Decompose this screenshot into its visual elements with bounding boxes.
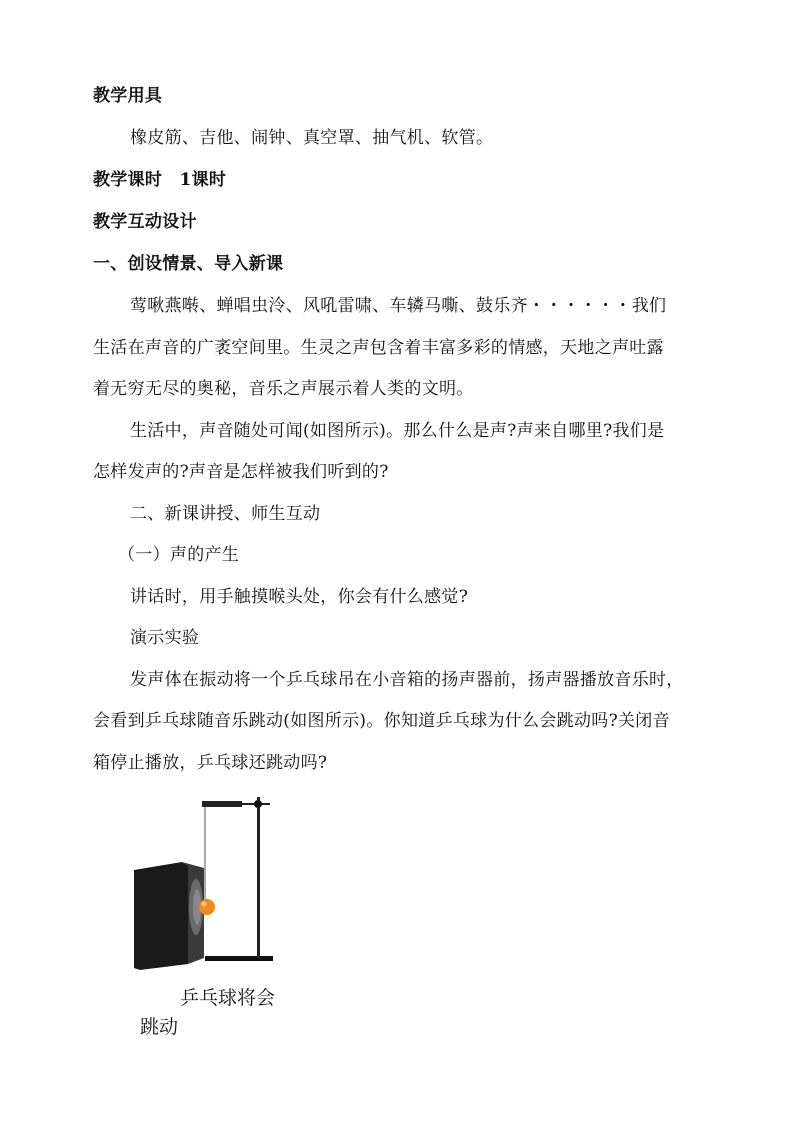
paragraph1-line1: 莺啾燕啭、蝉唱虫泠、风吼雷啸、车辚马嘶、鼓乐齐・・・・・・我们 xyxy=(130,296,667,316)
paragraph2-line2: 怎样发声的?声音是怎样被我们听到的? xyxy=(93,462,389,482)
paragraph2-line1: 生活中，声音随处可闻(如图所示)。那么什么是声?声来自哪里?我们是 xyxy=(130,421,665,441)
speaker-side xyxy=(134,862,188,970)
stand-base xyxy=(205,956,273,961)
pingpong-ball xyxy=(199,899,215,915)
question1: 讲话时，用手触摸喉头处，你会有什么感觉? xyxy=(130,587,469,607)
heading-interactive-design: 教学互动设计 xyxy=(93,212,197,232)
heading-teaching-tools: 教学用具 xyxy=(93,86,163,106)
stand-pole xyxy=(257,797,260,959)
stand-knob xyxy=(254,800,262,808)
speaker-experiment-illustration xyxy=(130,792,290,972)
tools-list: 橡皮筋、吉他、闹钟、真空罩、抽气机、软管。 xyxy=(130,128,494,148)
figure-caption-line2: 跳动 xyxy=(140,1016,179,1038)
paragraph3-line3: 箱停止播放，乒乓球还跳动吗? xyxy=(93,753,328,773)
section1-title: 一、创设情景、导入新课 xyxy=(93,254,284,274)
paragraph3-line2: 会看到乒乓球随音乐跳动(如图所示)。你知道乒乓球为什么会跳动吗?关闭音 xyxy=(93,711,670,731)
paragraph1-line3: 着无穷无尽的奥秘，音乐之声展示着人类的文明。 xyxy=(93,379,474,399)
paragraph3-line1: 发声体在振动将一个乒乓球吊在小音箱的扬声器前，扬声器播放音乐时， xyxy=(130,670,684,690)
figure-caption-line1: 乒乓球将会 xyxy=(180,987,276,1009)
ball-highlight xyxy=(202,902,207,907)
demo-title: 演示实验 xyxy=(130,628,200,648)
section2-title: 二、新课讲授、师生互动 xyxy=(130,504,321,524)
paragraph1-line2: 生活在声音的广袤空间里。生灵之声包含着丰富多彩的情感，天地之声吐露 xyxy=(93,338,664,358)
speaker-pingpong-figure xyxy=(130,792,290,972)
stand-arm xyxy=(202,801,242,807)
subsection1-title: （一）声的产生 xyxy=(118,545,240,565)
heading-teaching-hours: 教学课时 1课时 xyxy=(93,170,227,190)
